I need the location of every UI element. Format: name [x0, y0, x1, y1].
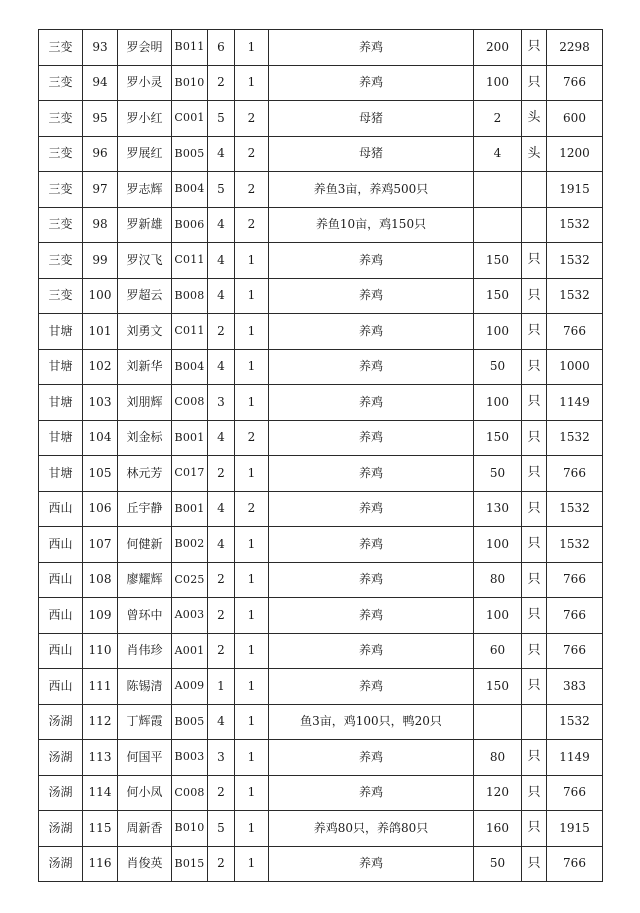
- count-b-cell: 2: [235, 420, 269, 456]
- count-a-cell: 4: [208, 278, 235, 314]
- village-cell: 三变: [39, 30, 83, 66]
- code-cell: B003: [172, 740, 208, 776]
- table-row: [39, 172, 603, 208]
- code-cell: A009: [172, 669, 208, 705]
- unit-cell: 只: [522, 243, 547, 279]
- code-cell: B006: [172, 207, 208, 243]
- amount-cell: 766: [547, 65, 603, 101]
- row-number-cell: 114: [83, 775, 118, 811]
- unit-cell: [522, 172, 547, 208]
- quantity-cell: 150: [474, 669, 522, 705]
- count-a-cell: 2: [208, 456, 235, 492]
- quantity-cell: 50: [474, 349, 522, 385]
- count-b-cell: 1: [235, 811, 269, 847]
- amount-cell: 766: [547, 314, 603, 350]
- unit-cell: 只: [522, 420, 547, 456]
- unit-cell: 只: [522, 740, 547, 776]
- village-cell: 三变: [39, 172, 83, 208]
- table-body: [39, 30, 603, 882]
- amount-cell: 1532: [547, 243, 603, 279]
- name-cell: 罗会明: [118, 30, 172, 66]
- count-a-cell: 4: [208, 243, 235, 279]
- code-cell: C017: [172, 456, 208, 492]
- unit-cell: 头: [522, 101, 547, 137]
- count-a-cell: 2: [208, 598, 235, 634]
- village-cell: 甘塘: [39, 314, 83, 350]
- row-number-cell: 105: [83, 456, 118, 492]
- amount-cell: 766: [547, 456, 603, 492]
- village-cell: 西山: [39, 491, 83, 527]
- quantity-cell: [474, 172, 522, 208]
- row-number-cell: 110: [83, 633, 118, 669]
- count-a-cell: 1: [208, 669, 235, 705]
- table-row: [39, 598, 603, 634]
- name-cell: 肖伟珍: [118, 633, 172, 669]
- code-cell: C025: [172, 562, 208, 598]
- table-row: [39, 775, 603, 811]
- row-number-cell: 100: [83, 278, 118, 314]
- count-a-cell: 5: [208, 172, 235, 208]
- project-cell: 养鸡: [269, 846, 474, 882]
- count-b-cell: 1: [235, 314, 269, 350]
- project-cell: 养鸡: [269, 349, 474, 385]
- unit-cell: 只: [522, 562, 547, 598]
- unit-cell: 只: [522, 811, 547, 847]
- table-row: [39, 562, 603, 598]
- table-row: [39, 101, 603, 137]
- count-a-cell: 4: [208, 136, 235, 172]
- unit-cell: 只: [522, 846, 547, 882]
- code-cell: B008: [172, 278, 208, 314]
- name-cell: 罗超云: [118, 278, 172, 314]
- village-cell: 西山: [39, 527, 83, 563]
- table-row: [39, 669, 603, 705]
- village-cell: 西山: [39, 633, 83, 669]
- amount-cell: 1200: [547, 136, 603, 172]
- row-number-cell: 111: [83, 669, 118, 705]
- count-b-cell: 1: [235, 598, 269, 634]
- quantity-cell: 200: [474, 30, 522, 66]
- code-cell: B015: [172, 846, 208, 882]
- name-cell: 刘金标: [118, 420, 172, 456]
- count-b-cell: 1: [235, 30, 269, 66]
- unit-cell: 只: [522, 598, 547, 634]
- count-a-cell: 3: [208, 740, 235, 776]
- amount-cell: 1915: [547, 172, 603, 208]
- count-a-cell: 3: [208, 385, 235, 421]
- quantity-cell: 120: [474, 775, 522, 811]
- project-cell: 养鸡: [269, 633, 474, 669]
- row-number-cell: 109: [83, 598, 118, 634]
- unit-cell: [522, 704, 547, 740]
- quantity-cell: 130: [474, 491, 522, 527]
- row-number-cell: 103: [83, 385, 118, 421]
- table-row: [39, 385, 603, 421]
- project-cell: 养鱼3亩，养鸡500只: [269, 172, 474, 208]
- project-cell: 养鸡: [269, 314, 474, 350]
- name-cell: 刘朋辉: [118, 385, 172, 421]
- name-cell: 廖耀辉: [118, 562, 172, 598]
- table-row: [39, 65, 603, 101]
- village-cell: 甘塘: [39, 456, 83, 492]
- quantity-cell: [474, 704, 522, 740]
- count-a-cell: 6: [208, 30, 235, 66]
- quantity-cell: 150: [474, 243, 522, 279]
- unit-cell: 只: [522, 775, 547, 811]
- row-number-cell: 98: [83, 207, 118, 243]
- amount-cell: 600: [547, 101, 603, 137]
- count-b-cell: 1: [235, 65, 269, 101]
- quantity-cell: 100: [474, 314, 522, 350]
- project-cell: 养鸡: [269, 420, 474, 456]
- name-cell: 丁辉霞: [118, 704, 172, 740]
- project-cell: 养鸡: [269, 669, 474, 705]
- count-b-cell: 1: [235, 562, 269, 598]
- row-number-cell: 101: [83, 314, 118, 350]
- amount-cell: 1000: [547, 349, 603, 385]
- table-row: [39, 846, 603, 882]
- count-a-cell: 4: [208, 491, 235, 527]
- amount-cell: 766: [547, 775, 603, 811]
- village-cell: 三变: [39, 65, 83, 101]
- project-cell: 养鸡: [269, 491, 474, 527]
- code-cell: C001: [172, 101, 208, 137]
- name-cell: 罗展红: [118, 136, 172, 172]
- count-a-cell: 2: [208, 562, 235, 598]
- village-cell: 汤湖: [39, 846, 83, 882]
- count-b-cell: 1: [235, 456, 269, 492]
- row-number-cell: 96: [83, 136, 118, 172]
- table-row: [39, 314, 603, 350]
- code-cell: B004: [172, 172, 208, 208]
- name-cell: 曾环中: [118, 598, 172, 634]
- table-row: [39, 740, 603, 776]
- table-row: [39, 491, 603, 527]
- row-number-cell: 99: [83, 243, 118, 279]
- village-cell: 三变: [39, 207, 83, 243]
- amount-cell: 1532: [547, 420, 603, 456]
- name-cell: 罗汉飞: [118, 243, 172, 279]
- amount-cell: 1532: [547, 527, 603, 563]
- village-cell: 三变: [39, 243, 83, 279]
- quantity-cell: 160: [474, 811, 522, 847]
- amount-cell: 1915: [547, 811, 603, 847]
- unit-cell: 只: [522, 349, 547, 385]
- row-number-cell: 108: [83, 562, 118, 598]
- village-cell: 汤湖: [39, 704, 83, 740]
- name-cell: 罗小灵: [118, 65, 172, 101]
- quantity-cell: 100: [474, 385, 522, 421]
- row-number-cell: 97: [83, 172, 118, 208]
- name-cell: 何小凤: [118, 775, 172, 811]
- project-cell: 母猪: [269, 136, 474, 172]
- amount-cell: 766: [547, 562, 603, 598]
- count-b-cell: 1: [235, 243, 269, 279]
- count-a-cell: 4: [208, 704, 235, 740]
- row-number-cell: 93: [83, 30, 118, 66]
- village-cell: 西山: [39, 598, 83, 634]
- count-a-cell: 4: [208, 420, 235, 456]
- count-a-cell: 4: [208, 527, 235, 563]
- quantity-cell: 4: [474, 136, 522, 172]
- code-cell: C008: [172, 775, 208, 811]
- code-cell: B010: [172, 65, 208, 101]
- project-cell: 养鸡: [269, 527, 474, 563]
- amount-cell: 2298: [547, 30, 603, 66]
- quantity-cell: 60: [474, 633, 522, 669]
- table-row: [39, 349, 603, 385]
- project-cell: 养鸡: [269, 562, 474, 598]
- row-number-cell: 112: [83, 704, 118, 740]
- code-cell: B010: [172, 811, 208, 847]
- code-cell: A003: [172, 598, 208, 634]
- project-cell: 母猪: [269, 101, 474, 137]
- unit-cell: 只: [522, 669, 547, 705]
- code-cell: B004: [172, 349, 208, 385]
- count-a-cell: 2: [208, 314, 235, 350]
- project-cell: 养鸡: [269, 278, 474, 314]
- quantity-cell: 2: [474, 101, 522, 137]
- code-cell: C011: [172, 243, 208, 279]
- project-cell: 养鸡: [269, 385, 474, 421]
- name-cell: 丘宇静: [118, 491, 172, 527]
- name-cell: 周新香: [118, 811, 172, 847]
- project-cell: 养鸡: [269, 30, 474, 66]
- count-b-cell: 1: [235, 740, 269, 776]
- quantity-cell: 150: [474, 278, 522, 314]
- table-row: [39, 633, 603, 669]
- code-cell: A001: [172, 633, 208, 669]
- count-a-cell: 2: [208, 65, 235, 101]
- name-cell: 罗小红: [118, 101, 172, 137]
- name-cell: 刘新华: [118, 349, 172, 385]
- count-a-cell: 5: [208, 101, 235, 137]
- amount-cell: 766: [547, 633, 603, 669]
- code-cell: C008: [172, 385, 208, 421]
- village-cell: 甘塘: [39, 385, 83, 421]
- row-number-cell: 107: [83, 527, 118, 563]
- count-b-cell: 1: [235, 775, 269, 811]
- code-cell: B011: [172, 30, 208, 66]
- table-row: [39, 207, 603, 243]
- name-cell: 罗志辉: [118, 172, 172, 208]
- table-row: [39, 278, 603, 314]
- amount-cell: 383: [547, 669, 603, 705]
- quantity-cell: 50: [474, 846, 522, 882]
- table-row: [39, 704, 603, 740]
- quantity-cell: 100: [474, 65, 522, 101]
- project-cell: 养鸡: [269, 598, 474, 634]
- project-cell: 养鸡: [269, 65, 474, 101]
- project-cell: 养鸡: [269, 740, 474, 776]
- count-a-cell: 5: [208, 811, 235, 847]
- amount-cell: 1532: [547, 491, 603, 527]
- row-number-cell: 116: [83, 846, 118, 882]
- amount-cell: 1532: [547, 278, 603, 314]
- unit-cell: 只: [522, 633, 547, 669]
- quantity-cell: 50: [474, 456, 522, 492]
- unit-cell: 只: [522, 65, 547, 101]
- table-row: [39, 811, 603, 847]
- project-cell: 养鱼10亩，鸡150只: [269, 207, 474, 243]
- table-row: [39, 30, 603, 66]
- count-a-cell: 4: [208, 349, 235, 385]
- project-cell: 养鸡: [269, 775, 474, 811]
- name-cell: 林元芳: [118, 456, 172, 492]
- unit-cell: [522, 207, 547, 243]
- name-cell: 刘勇文: [118, 314, 172, 350]
- row-number-cell: 106: [83, 491, 118, 527]
- count-b-cell: 1: [235, 278, 269, 314]
- unit-cell: 只: [522, 314, 547, 350]
- row-number-cell: 102: [83, 349, 118, 385]
- table-row: [39, 243, 603, 279]
- table-row: [39, 136, 603, 172]
- village-cell: 西山: [39, 669, 83, 705]
- village-cell: 甘塘: [39, 349, 83, 385]
- code-cell: B002: [172, 527, 208, 563]
- unit-cell: 头: [522, 136, 547, 172]
- count-b-cell: 1: [235, 846, 269, 882]
- count-b-cell: 2: [235, 101, 269, 137]
- count-b-cell: 2: [235, 136, 269, 172]
- name-cell: 陈锡清: [118, 669, 172, 705]
- name-cell: 肖俊英: [118, 846, 172, 882]
- code-cell: C011: [172, 314, 208, 350]
- count-b-cell: 2: [235, 172, 269, 208]
- quantity-cell: 100: [474, 598, 522, 634]
- quantity-cell: 80: [474, 740, 522, 776]
- village-cell: 汤湖: [39, 740, 83, 776]
- name-cell: 何国平: [118, 740, 172, 776]
- quantity-cell: 80: [474, 562, 522, 598]
- count-b-cell: 2: [235, 207, 269, 243]
- count-a-cell: 4: [208, 207, 235, 243]
- village-cell: 汤湖: [39, 811, 83, 847]
- unit-cell: 只: [522, 30, 547, 66]
- amount-cell: 1532: [547, 704, 603, 740]
- count-b-cell: 1: [235, 669, 269, 705]
- count-b-cell: 1: [235, 633, 269, 669]
- count-b-cell: 1: [235, 527, 269, 563]
- project-cell: 养鸡: [269, 243, 474, 279]
- name-cell: 罗新雄: [118, 207, 172, 243]
- row-number-cell: 94: [83, 65, 118, 101]
- amount-cell: 766: [547, 846, 603, 882]
- row-number-cell: 115: [83, 811, 118, 847]
- amount-cell: 1149: [547, 740, 603, 776]
- table-row: [39, 527, 603, 563]
- code-cell: B005: [172, 136, 208, 172]
- quantity-cell: [474, 207, 522, 243]
- count-b-cell: 1: [235, 385, 269, 421]
- table-row: [39, 420, 603, 456]
- project-cell: 养鸡80只，养鸽80只: [269, 811, 474, 847]
- code-cell: B001: [172, 420, 208, 456]
- quantity-cell: 100: [474, 527, 522, 563]
- amount-cell: 1532: [547, 207, 603, 243]
- count-b-cell: 1: [235, 704, 269, 740]
- row-number-cell: 95: [83, 101, 118, 137]
- village-cell: 西山: [39, 562, 83, 598]
- count-a-cell: 2: [208, 846, 235, 882]
- amount-cell: 766: [547, 598, 603, 634]
- amount-cell: 1149: [547, 385, 603, 421]
- code-cell: B005: [172, 704, 208, 740]
- count-b-cell: 1: [235, 349, 269, 385]
- project-cell: 鱼3亩，鸡100只，鸭20只: [269, 704, 474, 740]
- household-table: [38, 29, 603, 882]
- count-a-cell: 2: [208, 775, 235, 811]
- code-cell: B001: [172, 491, 208, 527]
- quantity-cell: 150: [474, 420, 522, 456]
- project-cell: 养鸡: [269, 456, 474, 492]
- row-number-cell: 104: [83, 420, 118, 456]
- row-number-cell: 113: [83, 740, 118, 776]
- name-cell: 何健新: [118, 527, 172, 563]
- count-a-cell: 2: [208, 633, 235, 669]
- village-cell: 三变: [39, 278, 83, 314]
- unit-cell: 只: [522, 385, 547, 421]
- village-cell: 三变: [39, 136, 83, 172]
- village-cell: 汤湖: [39, 775, 83, 811]
- village-cell: 三变: [39, 101, 83, 137]
- table-row: [39, 456, 603, 492]
- unit-cell: 只: [522, 527, 547, 563]
- count-b-cell: 2: [235, 491, 269, 527]
- unit-cell: 只: [522, 278, 547, 314]
- unit-cell: 只: [522, 456, 547, 492]
- village-cell: 甘塘: [39, 420, 83, 456]
- unit-cell: 只: [522, 491, 547, 527]
